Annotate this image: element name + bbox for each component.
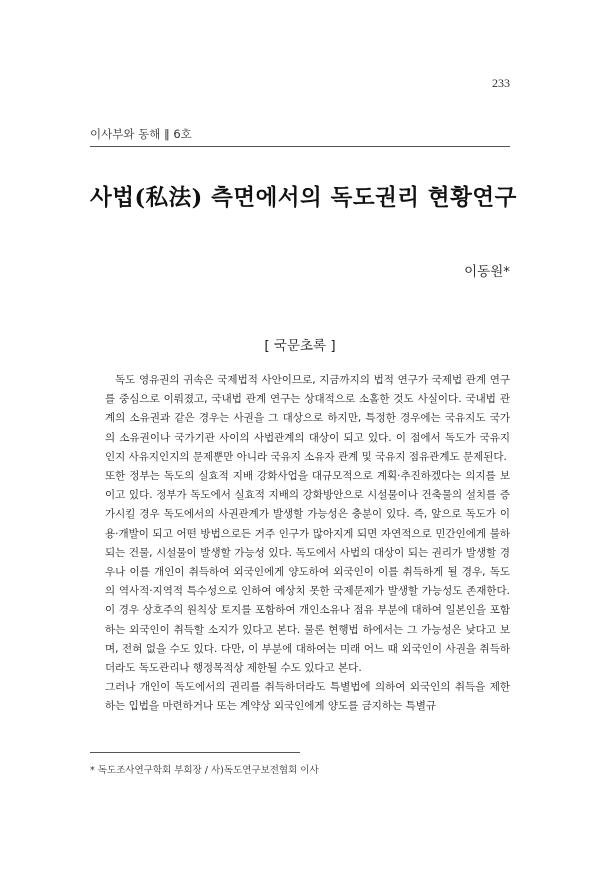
running-head: 이사부와 동해 ‖ 6호 bbox=[90, 127, 192, 141]
abstract-body bbox=[105, 371, 510, 717]
page-number: 233 bbox=[492, 76, 510, 90]
abstract-paragraph-3: 그러나 개인이 독도에서의 권리를 취득하더라도 특별법에 의하여 외국인의 취득을 제한하는 입법을 마련하거나 또는 계약상 외국인에게 양도를 금지하는 특별규 bbox=[105, 681, 510, 713]
article-title: 사법(私法) 측면에서의 독도권리 현황연구 bbox=[90, 185, 517, 211]
abstract-heading: [ 국문초록 ] bbox=[264, 338, 336, 354]
footnote-divider bbox=[90, 752, 300, 753]
abstract-paragraph-2: 또한 정부는 독도의 실효적 지배 강화사업을 대규모적으로 계획·추진하겠다는 의지를 보이고 있다. 정부가 독도에서 실효적 지배의 강화방안으로 시설물이나 건축물의 설치를 증가시킬 경우 독도에서의 사권관계가 발생할 가능성은 충분이 있다. 즉, 앞으로 독도가 이용·개발이 되고 어떤 방법으로든 거주 인구가 많아지게 되면 자연적으로 민간인에게 불하되는 건물, 시설물이 발생할 가능성 있다. 독도에서 사법의 대상이 되는 권리가 발생할 경우나 이를 개인이 취득하여 외국인에게 양도하여 외국인이 이를 취득하게 될 경우, 독도의 역사적·지역적 특수성으로 인하여 예상치 못한 국제문제가 발생할 가능성도 존재한다. 이 경우 상호주의 원칙상 토지를 포함하여 개인소유나 점유 부분에 대하여 일본인을 포함하는 외국인이 취득할 소지가 있다고 본다. 물론 현행법 하에서는 그 가능성은 낮다고 보며, 전혀 없을 수도 있다. 다만, 이 부분에 대하여는 미래 어느 때 외국인이 사권을 취득하더라도 독도관리나 행정목적상 제한될 수도 있다고 본다. bbox=[105, 470, 510, 675]
author-footnote: * 독도조사연구학회 부회장 / 사)독도연구보전협회 이사 bbox=[90, 765, 319, 776]
abstract-paragraph-1: 독도 영유권의 귀속은 국제법적 사안이므로, 지금까지의 법적 연구가 국제법 관계 연구를 중심으로 이뤄졌고, 국내법 관계 연구는 상대적으로 소홀한 것도 사실이다. 국내법 관계의 소유권과 같은 경우는 사권을 그 대상으로 하지만, 특정한 경우에는 국유지도 국가의 소유권이나 국가기관 사이의 사법관계의 대상이 되고 있다. 이 점에서 독도가 국유지인지 사유지인지의 문제뿐만 아니라 국유지 소유자 관계 및 국유지 점유관계도 문제된다. bbox=[105, 374, 510, 463]
author-name: 이동원* bbox=[464, 264, 510, 280]
header-divider bbox=[90, 146, 510, 147]
